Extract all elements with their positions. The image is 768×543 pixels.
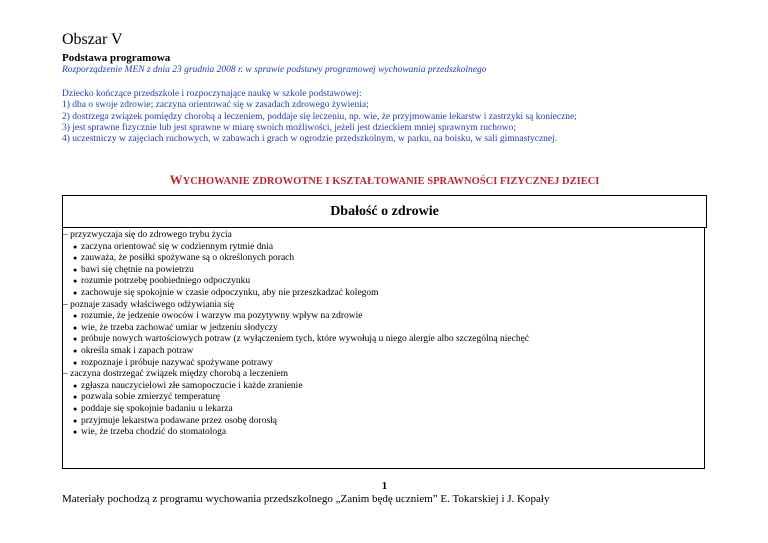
list-item: ● określa smak i zapach potraw — [73, 345, 194, 356]
area-label: Obszar V — [62, 31, 123, 48]
point-item: 3) jest sprawne fizycznie lub jest sprawne w miarę swoich możliwości, jeżeli jest dzieckiem mniej sprawnym ruchowo; — [62, 122, 517, 133]
bullet-icon: ● — [73, 242, 78, 251]
box-title: Dbałość o zdrowie — [62, 195, 707, 228]
list-item: ● wie, że trzeba chodzić do stomatologa — [73, 427, 227, 438]
bullet-icon: ● — [73, 428, 78, 437]
group-label: – przyzwyczaja się do zdrowego trybu życia — [63, 230, 232, 240]
core-curriculum-points — [62, 89, 707, 145]
bullet-icon: ● — [73, 265, 78, 274]
page-number: 1 — [381, 480, 388, 492]
bullet-icon: ● — [73, 288, 78, 297]
bullet-icon: ● — [73, 335, 78, 344]
list-item: ● próbuje nowych wartościowych potraw (z wyłączeniem tych, które wywołują u niego alergie albo szczególną niechęć — [73, 334, 530, 345]
list-item: ● pozwala sobie zmierzyć temperaturę — [73, 392, 220, 403]
point-item: 2) dostrzega związek pomiędzy chorobą a leczeniem, poddaje się leczeniu, np. wie, że przyjmowanie lekarstw i zastrzyki są konieczne; — [62, 111, 577, 122]
list-item: ● rozumie, że jedzenie owoców i warzyw ma pozytywny wpływ na zdrowie — [73, 311, 363, 322]
list-item: ● rozumie potrzebę poobiedniego odpoczynku — [73, 276, 251, 287]
heading-first-letter: W — [169, 172, 183, 187]
heading-rest: YCHOWANIE ZDROWOTNE I KSZTAŁTOWANIE SPRAWNOŚCI FIZYCZNEJ DZIECI — [182, 176, 600, 187]
bullet-icon: ● — [73, 358, 78, 367]
bullet-icon: ● — [73, 393, 78, 402]
bullet-icon: ● — [73, 416, 78, 425]
list-item: ● bawi się chętnie na powietrzu — [73, 264, 194, 275]
list-item: ● zaczyna orientować się w codziennym rytmie dnia — [73, 241, 274, 252]
point-item: 4) uczestniczy w zajęciach ruchowych, w zabawach i grach w ogrodzie przedszkolnym, w parku, na boisku, w sali gimnastycznej. — [62, 134, 558, 145]
section-heading — [62, 172, 707, 188]
footer-note: Materiały pochodzą z programu wychowania przedszkolnego „Zanim będę uczniem” E. Tokarskiej i J. Kopały — [62, 493, 550, 505]
bullet-icon: ● — [73, 254, 78, 263]
list-item: ● przyjmuje lekarstwa podawane przez osobę dorosłą — [73, 415, 277, 426]
bullet-icon: ● — [73, 277, 78, 286]
group-label: – poznaje zasady właściwego odżywiania się — [63, 299, 235, 310]
bullet-icon: ● — [73, 381, 78, 390]
list-item: ● zgłasza nauczycielowi złe samopoczucie i każde zranienie — [73, 380, 303, 391]
bullet-icon: ● — [73, 404, 78, 413]
regulation-reference: Rozporządzenie MEN z dnia 23 grudnia 2008 r. w sprawie podstawy programowej wychowania przedszkolnego — [62, 65, 487, 75]
point-item: 1) dba o swoje zdrowie; zaczyna orientować się w zasadach zdrowego żywienia; — [62, 100, 369, 111]
list-item: ● rozpoznaje i próbuje nazywać spożywane potrawy — [73, 357, 273, 368]
group-label: – zaczyna dostrzegać związek między chorobą a leczeniem — [63, 369, 288, 380]
box-content — [62, 227, 705, 469]
bullet-icon: ● — [73, 312, 78, 321]
list-item: ● zauważa, że posiłki spożywane są o określonych porach — [73, 253, 295, 264]
list-item: ● wie, że trzeba zachować umiar w jedzeniu słodyczy — [73, 322, 278, 333]
bullet-icon: ● — [73, 346, 78, 355]
bullet-icon: ● — [73, 323, 78, 332]
list-item: ● zachowuje się spokojnie w czasie odpoczynku, aby nie przeszkadzać kolegom — [73, 287, 379, 298]
list-item: ● poddaje się spokojnie badaniu u lekarza — [73, 403, 233, 414]
intro-text: Dziecko kończące przedszkole i rozpoczynające naukę w szkole podstawowej: — [62, 89, 362, 99]
core-curriculum-title: Podstawa programowa — [62, 52, 171, 64]
